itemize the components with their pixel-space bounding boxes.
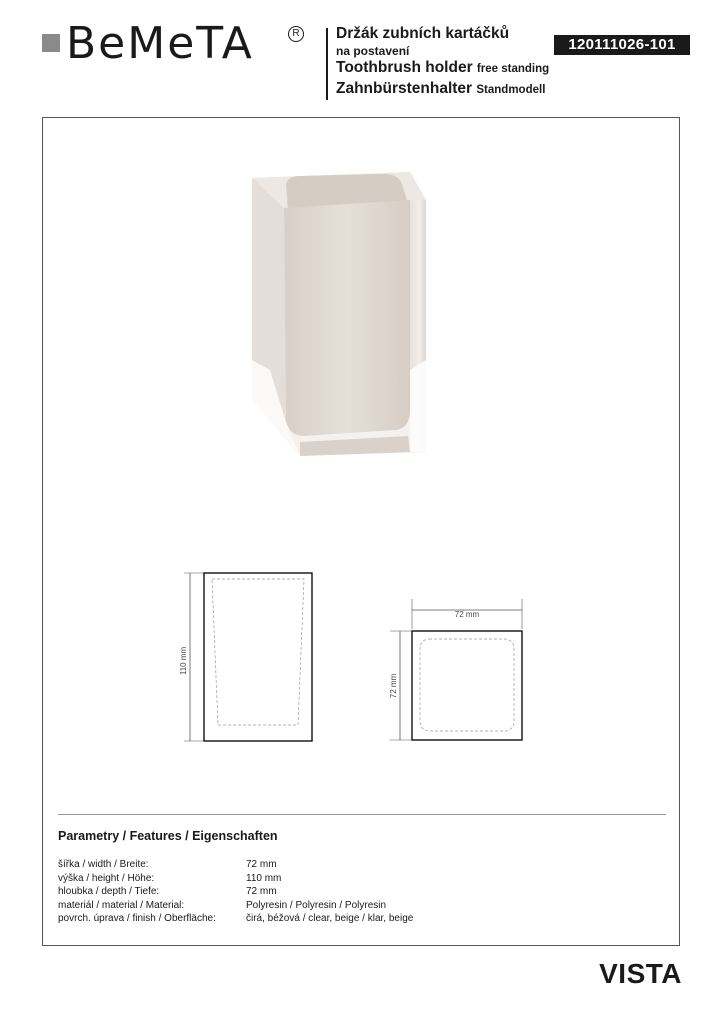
title-divider	[326, 28, 328, 100]
height-label: 110 mm	[179, 646, 188, 676]
spec-label: výška / height / Höhe:	[58, 872, 155, 884]
product-image	[230, 160, 450, 460]
spec-table	[58, 858, 413, 926]
title-cz: Držák zubních kartáčků	[336, 25, 510, 42]
spec-value: 72 mm	[246, 886, 277, 897]
spec-label: šířka / width / Breite:	[58, 859, 149, 870]
title-de: Zahnbürstenhalter Standmodell	[336, 80, 546, 97]
features-title: Parametry / Features / Eigenschaften	[58, 829, 278, 843]
model-name: VISTA	[599, 958, 682, 989]
spec-label: povrch. úprava / finish / Oberfläche:	[58, 913, 216, 924]
features-divider	[58, 814, 666, 815]
top-outline	[412, 631, 522, 740]
holder-inner-cup	[284, 200, 410, 436]
registered-mark-icon: R	[288, 26, 304, 42]
depth-label: 72 mm	[389, 673, 398, 699]
spec-label: materiál / material / Material:	[58, 899, 185, 911]
brand-logo: BeMeTA	[66, 18, 254, 69]
spec-value: čirá, béžová / clear, beige / klar, beige	[246, 913, 414, 924]
product-titles	[336, 24, 549, 100]
front-view-drawing	[170, 565, 320, 750]
spec-row-depth	[58, 885, 413, 899]
width-label: 72 mm	[454, 610, 480, 619]
title-en: Toothbrush holder free standing	[336, 59, 550, 76]
spec-value: Polyresin / Polyresin / Polyresin	[246, 899, 387, 911]
subtitle-cz: na postavení	[336, 44, 410, 58]
front-inner-dashed	[212, 579, 304, 725]
spec-value: 110 mm	[246, 872, 282, 884]
top-inner-dashed	[420, 639, 514, 731]
spec-label: hloubka / depth / Tiefe:	[58, 886, 160, 897]
front-outline	[204, 573, 312, 741]
top-view-drawing	[385, 595, 530, 745]
spec-row-height	[58, 872, 413, 886]
spec-row-width	[58, 858, 413, 872]
spec-row-material	[58, 899, 413, 913]
spec-value: 72 mm	[246, 859, 277, 870]
logo-square	[42, 34, 60, 52]
spec-row-finish	[58, 912, 413, 926]
product-code-badge: 120111026-101	[554, 35, 690, 55]
